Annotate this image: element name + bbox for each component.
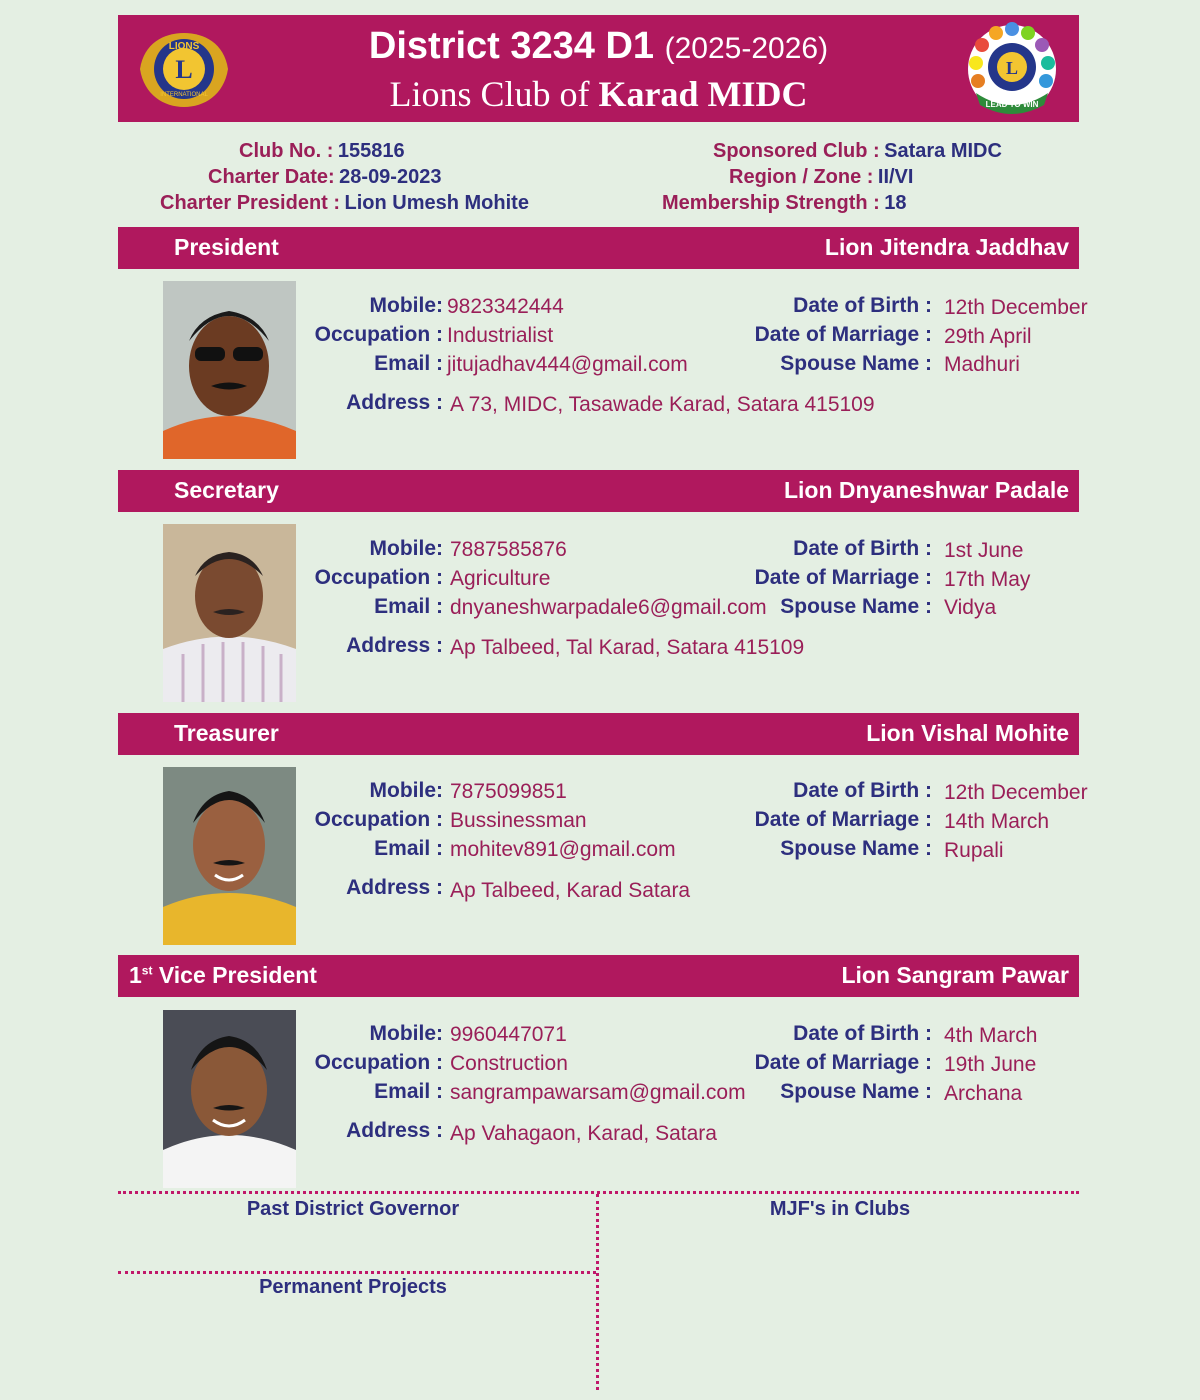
- role-title: Treasurer: [174, 720, 279, 746]
- lions-logo-top-text: LIONS: [168, 41, 200, 52]
- dom-label: Date of Marriage :: [754, 1051, 932, 1074]
- spouse-value: Archana: [944, 1082, 1023, 1105]
- occupation-label: Occupation :: [314, 1051, 443, 1074]
- spouse-value: Vidya: [944, 596, 997, 619]
- club-no-value: 155816: [337, 140, 405, 162]
- mjf-heading: MJF's in Clubs: [769, 1198, 911, 1220]
- membership-row: [662, 192, 907, 215]
- membership-label: Membership Strength :: [662, 192, 880, 214]
- treasurer-band: [118, 713, 1079, 755]
- header-banner: [118, 15, 1079, 122]
- mobile-value: 9960447071: [450, 1023, 567, 1046]
- member-name: Lion Dnyaneshwar Padale: [783, 477, 1069, 503]
- charter-date-value: 28-09-2023: [339, 166, 442, 188]
- spouse-value: Madhuri: [944, 353, 1020, 376]
- spouse-label: Spouse Name :: [780, 595, 932, 618]
- address-label: Address :: [346, 1119, 443, 1142]
- dob-label: Date of Birth :: [793, 779, 932, 802]
- district-year: (2025-2026): [664, 32, 829, 65]
- lions-logo-letter: L: [175, 55, 193, 84]
- member-name: Lion Vishal Mohite: [866, 720, 1069, 746]
- lead-to-win-logo: [960, 21, 1064, 117]
- occupation-label: Occupation :: [314, 808, 443, 831]
- address-value: A 73, MIDC, Tasawade Karad, Satara 415109: [450, 393, 875, 416]
- role-title: [129, 962, 317, 989]
- address-label: Address :: [346, 634, 443, 657]
- spouse-value: Rupali: [944, 839, 1004, 862]
- dob-value: 12th December: [944, 296, 1088, 319]
- permanent-projects-heading: Permanent Projects: [259, 1276, 447, 1298]
- address-label: Address :: [346, 876, 443, 899]
- sponsored-club-row: [713, 140, 1002, 163]
- occupation-value: Industrialist: [447, 324, 554, 347]
- email-label: Email :: [374, 1080, 443, 1103]
- president-photo: [163, 281, 296, 459]
- secretary-band: [118, 470, 1079, 512]
- occupation-value: Agriculture: [450, 567, 551, 590]
- dom-value: 17th May: [944, 568, 1031, 591]
- dob-label: Date of Birth :: [793, 1022, 932, 1045]
- region-zone-row: [729, 166, 913, 189]
- lions-international-logo: [134, 23, 234, 115]
- sponsored-club-label: Sponsored Club :: [713, 140, 880, 162]
- role-text: Vice President: [152, 962, 317, 988]
- charter-president-value: Lion Umesh Mohite: [344, 192, 529, 214]
- role-superscript: st: [141, 963, 153, 978]
- lead-logo-letter: L: [1005, 58, 1019, 78]
- address-label: Address :: [346, 391, 443, 414]
- footer-divider-mid: [118, 1271, 596, 1274]
- dob-value: 4th March: [944, 1024, 1038, 1047]
- email-value: sangrampawarsam@gmail.com: [450, 1081, 746, 1104]
- dob-label: Date of Birth :: [793, 294, 932, 317]
- occupation-label: Occupation :: [314, 323, 443, 346]
- club-title-name: Karad MIDC: [598, 74, 808, 114]
- lead-logo-text: LEAD TO WIN: [985, 100, 1039, 109]
- charter-date-label: Charter Date:: [208, 166, 335, 188]
- dom-label: Date of Marriage :: [754, 808, 932, 831]
- email-value: jitujadhav444@gmail.com: [447, 353, 688, 376]
- occupation-label: Occupation :: [314, 566, 443, 589]
- dom-label: Date of Marriage :: [754, 323, 932, 346]
- charter-president-label: Charter President :: [160, 192, 341, 214]
- treasurer-photo: [163, 767, 296, 945]
- dom-value: 19th June: [944, 1053, 1037, 1076]
- email-value: dnyaneshwarpadale6@gmail.com: [450, 596, 767, 619]
- role-number: 1: [129, 962, 142, 988]
- mobile-value: 7875099851: [450, 780, 567, 803]
- secretary-photo: [163, 524, 296, 702]
- membership-value: 18: [884, 192, 907, 214]
- email-label: Email :: [374, 352, 443, 375]
- dob-value: 1st June: [944, 539, 1024, 562]
- charter-president-row: [160, 192, 529, 215]
- spouse-label: Spouse Name :: [780, 1080, 932, 1103]
- president-band: [118, 227, 1079, 269]
- mobile-value: 9823342444: [447, 295, 564, 318]
- occupation-value: Bussinessman: [450, 809, 587, 832]
- email-label: Email :: [374, 837, 443, 860]
- address-value: Ap Talbeed, Tal Karad, Satara 415109: [450, 636, 805, 659]
- dob-value: 12th December: [944, 781, 1088, 804]
- role-title: Secretary: [174, 477, 279, 503]
- club-no-row: [239, 140, 405, 163]
- spouse-label: Spouse Name :: [780, 352, 932, 375]
- mobile-label: Mobile:: [369, 779, 443, 802]
- region-zone-label: Region / Zone :: [729, 166, 874, 188]
- address-value: Ap Talbeed, Karad Satara: [450, 879, 691, 902]
- past-district-governor-heading: Past District Governor: [246, 1198, 460, 1220]
- dom-value: 29th April: [944, 325, 1032, 348]
- occupation-value: Construction: [450, 1052, 568, 1075]
- email-value: mohitev891@gmail.com: [450, 838, 676, 861]
- address-value: Ap Vahagaon, Karad, Satara: [450, 1122, 717, 1145]
- charter-date-row: [208, 166, 441, 189]
- mobile-label: Mobile:: [369, 294, 443, 317]
- spouse-label: Spouse Name :: [780, 837, 932, 860]
- lions-logo-bottom-text: INTERNATIONAL: [160, 92, 208, 98]
- footer-divider-vertical: [596, 1194, 599, 1390]
- mobile-value: 7887585876: [450, 538, 567, 561]
- member-name: Lion Sangram Pawar: [841, 962, 1069, 988]
- club-no-label: Club No. :: [239, 140, 334, 162]
- vice-president-band: [118, 955, 1079, 997]
- dom-label: Date of Marriage :: [754, 566, 932, 589]
- sponsored-club-value: Satara MIDC: [884, 140, 1002, 162]
- vice-president-photo: [163, 1010, 296, 1188]
- district-title: [118, 25, 1079, 68]
- dob-label: Date of Birth :: [793, 537, 932, 560]
- district-name: District 3234 D1: [368, 25, 655, 67]
- dom-value: 14th March: [944, 810, 1050, 833]
- email-label: Email :: [374, 595, 443, 618]
- club-title-prefix: Lions Club of: [389, 74, 599, 114]
- mobile-label: Mobile:: [369, 537, 443, 560]
- mobile-label: Mobile:: [369, 1022, 443, 1045]
- region-zone-value: II/VI: [877, 166, 914, 188]
- role-title: President: [174, 234, 279, 260]
- club-title: [118, 73, 1079, 115]
- member-name: Lion Jitendra Jaddhav: [824, 234, 1069, 260]
